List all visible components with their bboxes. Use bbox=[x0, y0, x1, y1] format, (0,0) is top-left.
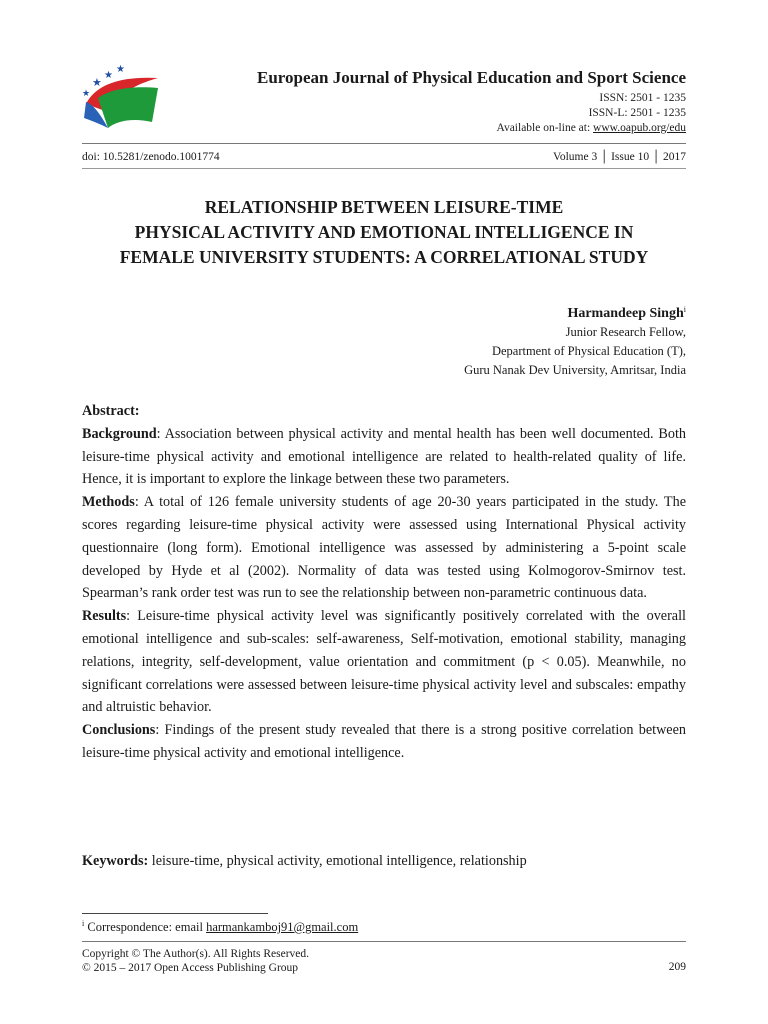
conclusions-label: Conclusions bbox=[82, 722, 156, 739]
svg-text:★: ★ bbox=[104, 70, 113, 81]
svg-text:★: ★ bbox=[92, 76, 102, 89]
svg-text:★: ★ bbox=[116, 64, 125, 75]
logo-green-book bbox=[98, 87, 158, 128]
footnote bbox=[82, 919, 358, 935]
volume-issue: Volume 3 │ Issue 10 │ 2017 bbox=[553, 151, 686, 163]
author-name: Harmandeep Singh bbox=[567, 306, 684, 322]
affiliation-line: Guru Nanak Dev University, Amritsar, India bbox=[464, 363, 686, 378]
keywords bbox=[82, 850, 686, 872]
title-line: PHYSICAL ACTIVITY AND EMOTIONAL INTELLIGENCE IN bbox=[134, 222, 634, 242]
copyright-line: © 2015 – 2017 Open Access Publishing Group bbox=[82, 962, 299, 974]
title-line: FEMALE UNIVERSITY STUDENTS: A CORRELATIONAL STUDY bbox=[119, 247, 649, 267]
author-block bbox=[464, 300, 686, 380]
author-footnote-mark: i bbox=[683, 305, 686, 314]
methods-label: Methods bbox=[82, 494, 135, 511]
issn-l: ISSN-L: 2501 - 1235 bbox=[588, 107, 686, 119]
available-label: Available on-line at: bbox=[496, 122, 594, 134]
abstract-methods bbox=[82, 491, 686, 605]
title-line: RELATIONSHIP BETWEEN LEISURE-TIME bbox=[204, 197, 564, 217]
available-online bbox=[497, 122, 687, 134]
footer-divider bbox=[82, 941, 686, 942]
background-text: : Association between physical activity and mental health has been well documented. Both leisure-time physical activity and emotional intelligence are related to health-related quality of life. Hence, it is important to explore the linkage between these two parameters. bbox=[82, 425, 686, 488]
journal-logo-icon bbox=[78, 64, 160, 134]
abstract-results bbox=[82, 605, 686, 719]
copyright bbox=[82, 947, 309, 975]
abstract-background bbox=[82, 423, 686, 491]
footnote-divider bbox=[82, 913, 268, 914]
journal-url-link[interactable]: www.oapub.org/edu bbox=[593, 122, 686, 134]
paper-title bbox=[82, 195, 686, 270]
doi-row bbox=[82, 151, 686, 163]
keywords-text: leisure-time, physical activity, emotional intelligence, relationship bbox=[148, 853, 527, 869]
doi-divider bbox=[82, 168, 686, 169]
results-text: : Leisure-time physical activity level was significantly positively correlated with the overall emotional intelligence and sub-scales: self-awareness, Self-motivation, emotional stability, managing relations, integrity, self-development, value orientation and commitment (p < 0.05). Meanwhile, no significant correlations were assessed between leisure-time physical activity level and subscales: empathy and altruistic behavior. bbox=[82, 608, 686, 716]
affiliation-line: Department of Physical Education (T), bbox=[491, 344, 686, 359]
correspondence-email-link[interactable]: harmankamboj91@gmail.com bbox=[206, 920, 359, 935]
svg-text:★: ★ bbox=[82, 89, 91, 99]
footnote-text: Correspondence: email bbox=[84, 920, 207, 935]
doi: doi: 10.5281/zenodo.1001774 bbox=[82, 151, 220, 163]
header-divider bbox=[82, 143, 686, 144]
issn: ISSN: 2501 - 1235 bbox=[599, 92, 686, 104]
methods-text: : A total of 126 female university students of age 20-30 years participated in the study. The scores regarding leisure-time physical activity were assessed using International Physical activity questionnaire (long form). Emotional intelligence was assessed by administering a 5-point scale developed by Hyde et al (2002). Normality of data was tested using Kolmogorov-Smirnov test. Spearman’s rank order test was run to see the relationship between non-parametric continuous data. bbox=[82, 494, 686, 602]
journal-title: European Journal of Physical Education and Sport Science bbox=[257, 68, 686, 87]
conclusions-text: : Findings of the present study revealed that there is a strong positive correlation between leisure-time physical activity and emotional intelligence. bbox=[82, 722, 686, 761]
footnote-mark: i bbox=[82, 919, 85, 928]
abstract-conclusions bbox=[82, 719, 686, 765]
affiliation-line: Junior Research Fellow, bbox=[565, 325, 686, 340]
abstract-heading: Abstract: bbox=[82, 403, 140, 419]
copyright-line: Copyright © The Author(s). All Rights Reserved. bbox=[82, 948, 310, 960]
keywords-label: Keywords: bbox=[82, 853, 149, 869]
abstract bbox=[82, 400, 686, 765]
page-number: 209 bbox=[668, 961, 686, 973]
background-label: Background bbox=[82, 425, 157, 442]
results-label: Results bbox=[82, 608, 127, 625]
